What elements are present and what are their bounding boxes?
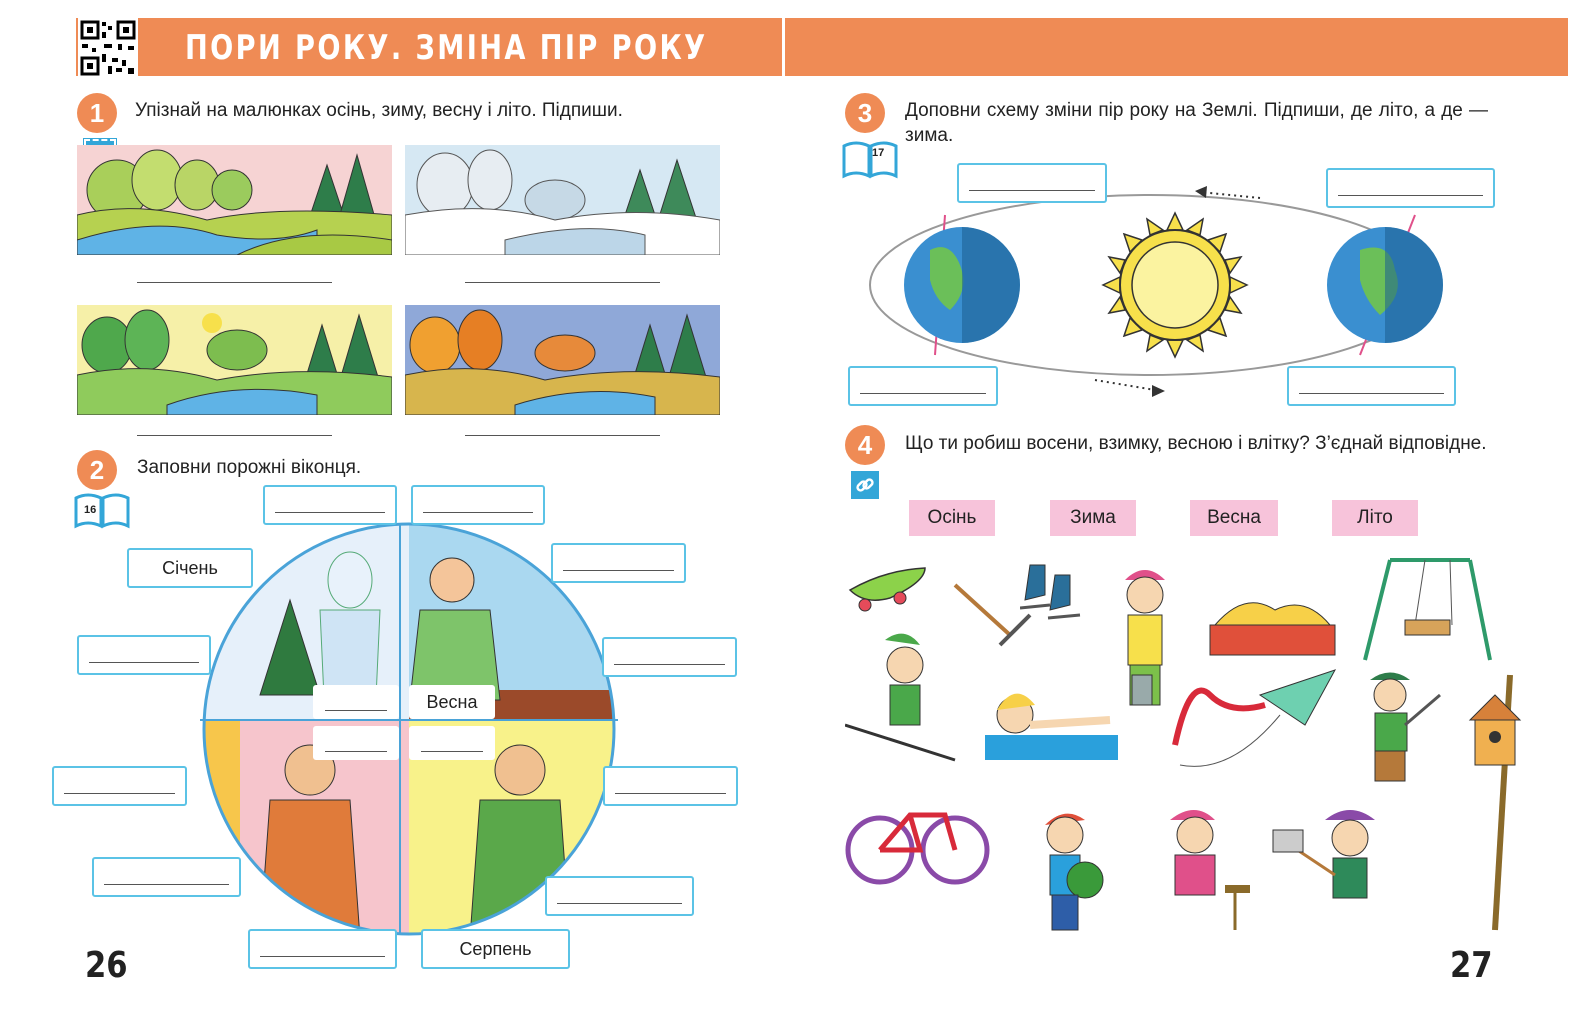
- link-icon[interactable]: [851, 471, 879, 499]
- month-label-january: Січень: [162, 557, 218, 578]
- season-chip-autumn[interactable]: Осінь: [909, 500, 995, 536]
- ice-skates-image[interactable]: [1020, 560, 1085, 630]
- book-page-number: 16: [84, 504, 97, 516]
- month-box-august[interactable]: [421, 929, 570, 969]
- season-chip-winter[interactable]: Зима: [1050, 500, 1136, 536]
- page-number-left: 26: [85, 945, 128, 986]
- season-box-winter[interactable]: [313, 685, 399, 719]
- task4-instruction: Що ти робиш восени, взимку, весною і влітку? З’єднай відповідне.: [905, 433, 1487, 454]
- label-box-top-right[interactable]: [1326, 168, 1495, 208]
- kite-image[interactable]: [1170, 665, 1340, 785]
- task3-number-badge: 3: [845, 93, 885, 133]
- month-box-7[interactable]: [603, 766, 738, 806]
- page-number-right: 27: [1450, 945, 1493, 986]
- label-box-top-left[interactable]: [957, 163, 1107, 203]
- season-box-summer[interactable]: [409, 726, 495, 760]
- label-box-bottom-right[interactable]: [1287, 366, 1456, 406]
- sandbox-image[interactable]: [1205, 585, 1340, 665]
- task1-number-badge: 1: [77, 93, 117, 133]
- child-feeding-birds-image[interactable]: [1150, 800, 1260, 940]
- month-box-3[interactable]: [551, 543, 686, 583]
- task3-instruction: Доповни схему зміни пір року на Землі. Підпиши, де літо, а де — зима.: [905, 100, 1488, 146]
- month-box-6[interactable]: [52, 766, 187, 806]
- season-box-spring[interactable]: [409, 685, 495, 719]
- season-chip-spring[interactable]: Весна: [1190, 500, 1278, 536]
- answer-line-summer[interactable]: [137, 282, 332, 283]
- scene-summer-image: [77, 145, 392, 255]
- task2-number-badge: 2: [77, 450, 117, 490]
- task1-instruction: Упізнай на малюнках осінь, зиму, весну і літо. Підпиши.: [135, 100, 623, 121]
- birdhouse-tree-image[interactable]: [1465, 665, 1555, 940]
- month-label-august: Серпень: [459, 938, 532, 959]
- child-with-watermelon-image[interactable]: [1030, 805, 1110, 940]
- skateboard-image[interactable]: [845, 560, 930, 620]
- label-box-bottom-left[interactable]: [848, 366, 998, 406]
- child-shoveling-snow-image[interactable]: [1265, 800, 1395, 940]
- season-chip-summer[interactable]: Літо: [1332, 500, 1418, 536]
- child-swimming-image[interactable]: [985, 680, 1120, 765]
- answer-line-winter[interactable]: [465, 282, 660, 283]
- month-box-2[interactable]: [411, 485, 545, 525]
- month-box-8[interactable]: [92, 857, 241, 897]
- header-bar-right: [785, 18, 1568, 76]
- month-box-1[interactable]: [263, 485, 397, 525]
- swing-image[interactable]: [1360, 555, 1495, 670]
- task2-instruction: Заповни порожні віконця.: [137, 457, 362, 478]
- bicycle-image[interactable]: [845, 780, 990, 895]
- scene-winter-image: [405, 145, 720, 255]
- book-page-number: 17: [872, 147, 885, 159]
- answer-line-autumn[interactable]: [465, 435, 660, 436]
- answer-line-spring[interactable]: [137, 435, 332, 436]
- season-box-autumn[interactable]: [313, 726, 399, 760]
- task4-number-badge: 4: [845, 425, 885, 465]
- child-skiing-image[interactable]: [845, 630, 960, 770]
- page-title: ПОРИ РОКУ. ЗМІНА ПІР РОКУ: [185, 28, 708, 68]
- month-box-10[interactable]: [248, 929, 397, 969]
- month-box-january[interactable]: [127, 548, 253, 588]
- qr-code-icon[interactable]: [78, 18, 138, 78]
- scene-spring-image: [77, 305, 392, 415]
- month-box-4[interactable]: [77, 635, 211, 675]
- season-label-spring: Весна: [426, 691, 478, 712]
- book-reference-icon[interactable]: [72, 490, 132, 535]
- month-box-9[interactable]: [545, 876, 694, 916]
- scene-autumn-image: [405, 305, 720, 415]
- child-with-shovel-image[interactable]: [1350, 665, 1445, 790]
- month-box-5[interactable]: [602, 637, 737, 677]
